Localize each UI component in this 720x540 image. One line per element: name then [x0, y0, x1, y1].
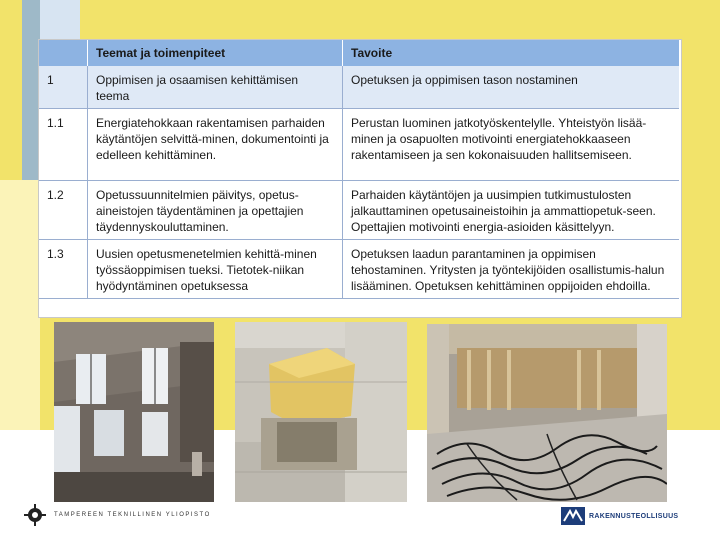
tut-logo [24, 504, 211, 526]
row-theme: Opetussuunnitelmien päivitys, opetus-aineistojen täydentäminen ja opettajien täydennyskouluttaminen. [88, 181, 343, 240]
row-goal: Perustan luominen jatkotyöskentelylle. Yhteistyön lisää-minen ja osapuolten motivointi energiatehokkaaseen rakentamiseen ja sen kokonaisuuden hallitsemiseen. [351, 116, 647, 162]
photo-floor-heating-pipes [427, 324, 667, 502]
table-header-row [39, 40, 679, 66]
rt-logo-text: RAKENNUSTEOLLISUUS [589, 512, 679, 520]
table-row [39, 109, 679, 181]
photo-room-windows [54, 322, 214, 502]
header-number [39, 40, 88, 66]
background-accent-pale [0, 180, 40, 430]
row-goal: Opetuksen laadun parantaminen ja oppimisen tehostaminen. Yritysten ja työntekijöiden osallistumis-halun lisääminen. Opetuksen kehittäminen oppijoiden ehdoilla. [351, 247, 665, 293]
rt-logo-icon [561, 507, 585, 525]
tut-logo-text: TAMPEREEN TEKNILLINEN YLIOPISTO [54, 512, 211, 518]
row-theme: Energiatehokkaan rakentamisen parhaiden käytäntöjen selvittä-minen, dokumentointi ja edelleen kehittäminen. [88, 109, 343, 181]
row-goal: Opetuksen ja oppimisen tason nostaminen [351, 73, 578, 87]
gear-icon [24, 504, 46, 526]
row-theme: Uusien opetusmenetelmien kehittä-minen työssäoppimisen tueksi. Tietotek-niikan hyödyntäminen opetuksessa [88, 240, 343, 299]
header-goal: Tavoite [343, 40, 680, 66]
table-row [39, 181, 679, 240]
row-theme: Oppimisen ja osaamisen kehittämisen teema [88, 66, 343, 109]
table-row [39, 240, 679, 299]
themes-table [39, 40, 679, 299]
row-number: 1.3 [39, 240, 88, 299]
row-goal: Parhaiden käytäntöjen ja uusimpien tutkimustulosten jalkauttaminen opetusaineistoihin ja ammattiopetuk-seen. Opettajien motivointi energia-asioiden käsittelyyn. [351, 188, 656, 234]
row-number: 1.2 [39, 181, 88, 240]
table-row [39, 66, 679, 109]
row-number: 1.1 [39, 109, 88, 181]
background-accent-light [40, 0, 80, 40]
photo-insulation-block [235, 322, 407, 502]
rakennusteollisuus-logo [561, 507, 678, 525]
row-number: 1 [39, 66, 88, 109]
header-themes: Teemat ja toimenpiteet [88, 40, 343, 66]
table-panel [38, 39, 682, 318]
